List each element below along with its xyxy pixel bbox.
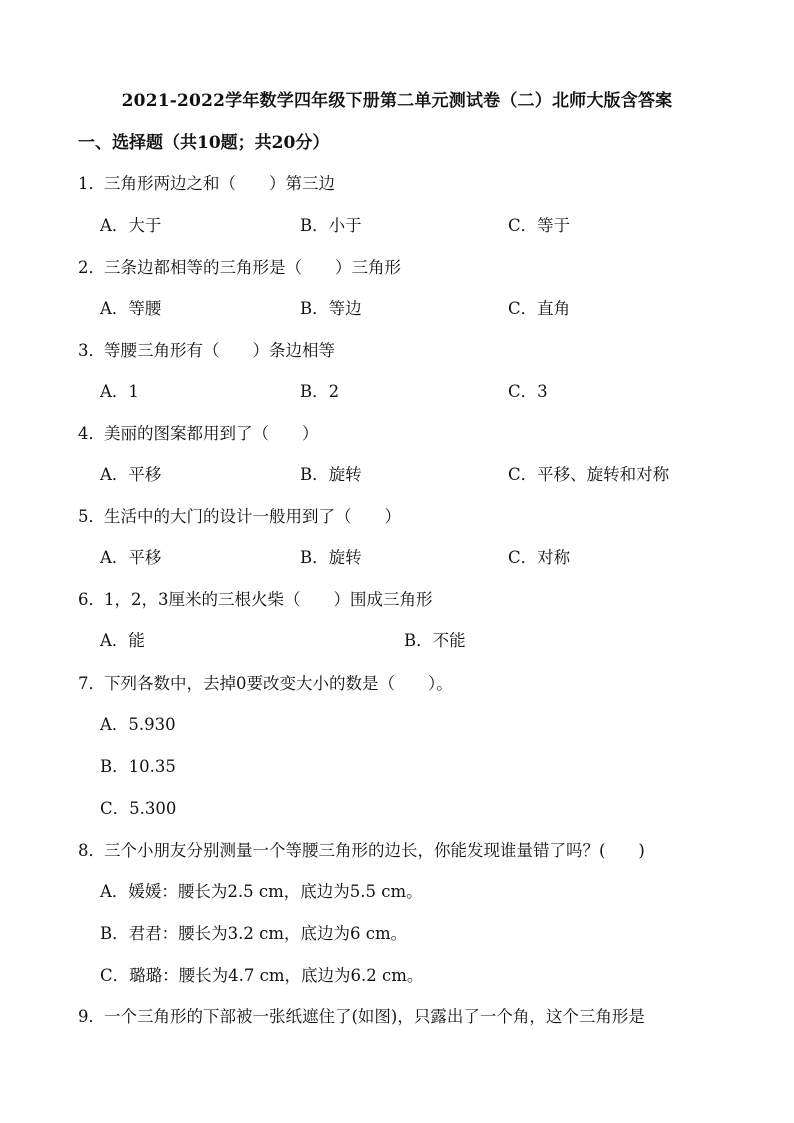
- question-text: 三条边都相等的三角形是（ ）三角形: [104, 258, 401, 277]
- question-2-option-c[interactable]: C．直角: [508, 299, 571, 318]
- question-2-option-a[interactable]: A．等腰: [100, 299, 162, 318]
- question-text: 等腰三角形有（ ）条边相等: [104, 341, 335, 360]
- question-1: [78, 170, 335, 194]
- question-2: [78, 254, 401, 278]
- question-4-option-b[interactable]: B．旋转: [300, 465, 362, 484]
- question-6-option-a[interactable]: A．能: [100, 631, 145, 650]
- question-2-option-b[interactable]: B．等边: [300, 299, 362, 318]
- question-8-option-c[interactable]: C．璐璐：腰长为4.7 cm，底边为6.2 cm。: [100, 966, 424, 985]
- question-5-option-c[interactable]: C．对称: [508, 548, 571, 567]
- question-number: 8．: [78, 841, 105, 860]
- question-7-option-a[interactable]: A．5.930: [100, 715, 176, 734]
- question-text: 生活中的大门的设计一般用到了（ ）: [104, 507, 401, 526]
- question-text: 三个小朋友分别测量一个等腰三角形的边长，你能发现谁量错了吗？( ): [104, 841, 645, 860]
- question-5-option-a[interactable]: A．平移: [100, 548, 162, 567]
- question-1-option-a[interactable]: A．大于: [100, 216, 162, 235]
- question-number: 7．: [78, 674, 105, 693]
- question-7-option-c[interactable]: C．5.300: [100, 799, 177, 818]
- question-8: [78, 837, 645, 861]
- question-number: 1．: [78, 174, 105, 193]
- question-number: 9．: [78, 1007, 105, 1026]
- question-text: 一个三角形的下部被一张纸遮住了(如图)，只露出了一个角，这个三角形是: [104, 1007, 645, 1026]
- question-3-option-a[interactable]: A．1: [100, 382, 139, 401]
- question-3-option-c[interactable]: C．3: [508, 382, 548, 401]
- question-5-option-b[interactable]: B．旋转: [300, 548, 362, 567]
- question-number: 5．: [78, 507, 105, 526]
- question-number: 2．: [78, 258, 105, 277]
- question-7-option-b[interactable]: B．10.35: [100, 757, 176, 776]
- question-text: 下列各数中，去掉0要改变大小的数是（ ）。: [104, 674, 453, 693]
- question-number: 4．: [78, 424, 105, 443]
- question-1-option-c[interactable]: C．等于: [508, 216, 571, 235]
- question-4: [78, 420, 319, 444]
- question-text: 三角形两边之和（ ）第三边: [104, 174, 335, 193]
- page-title: 2021-2022学年数学四年级下册第二单元测试卷（二）北师大版含答案: [121, 91, 673, 111]
- question-9: [78, 1003, 645, 1027]
- question-8-option-b[interactable]: B．君君：腰长为3.2 cm，底边为6 cm。: [100, 924, 408, 943]
- question-number: 6．: [78, 590, 105, 609]
- question-7: [78, 670, 453, 694]
- question-text: 美丽的图案都用到了（ ）: [104, 424, 319, 443]
- question-5: [78, 503, 401, 527]
- question-number: 3．: [78, 341, 105, 360]
- question-4-option-a[interactable]: A．平移: [100, 465, 162, 484]
- question-8-option-a[interactable]: A．媛媛：腰长为2.5 cm，底边为5.5 cm。: [100, 882, 423, 901]
- question-3-option-b[interactable]: B．2: [300, 382, 340, 401]
- question-6-option-b[interactable]: B．不能: [404, 631, 466, 650]
- question-4-option-c[interactable]: C．平移、旋转和对称: [508, 465, 670, 484]
- question-text: 1，2，3厘米的三根火柴（ ）围成三角形: [104, 590, 433, 609]
- question-1-option-b[interactable]: B．小于: [300, 216, 362, 235]
- question-6: [78, 586, 433, 610]
- section-heading: 一、选择题（共10题；共20分）: [78, 133, 330, 153]
- question-3: [78, 337, 335, 361]
